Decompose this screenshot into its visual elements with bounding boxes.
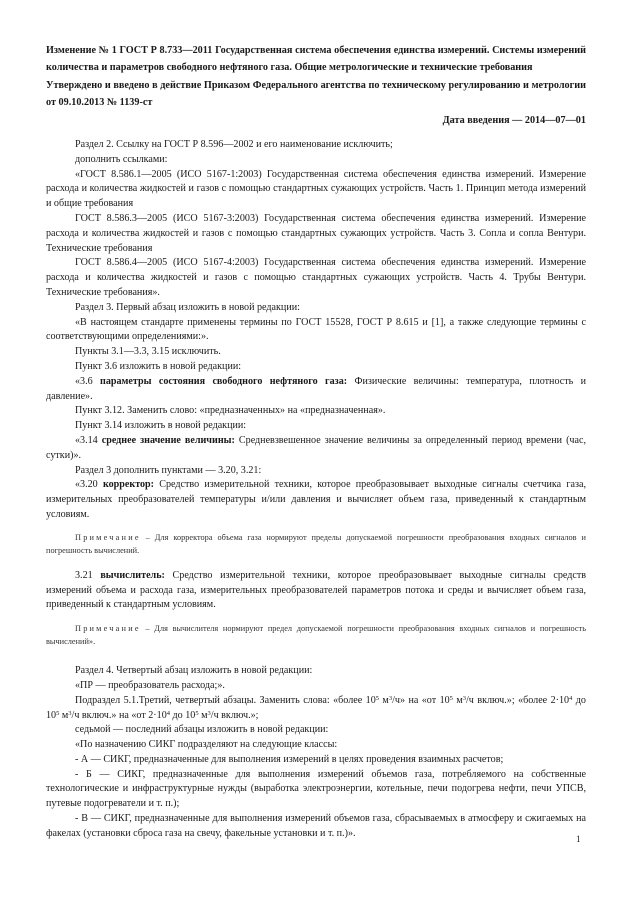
paragraph: Пункты 3.1—3.3, 3.15 исключить. [75,346,221,358]
note: Примечание – Для корректора объема газа нормируют пределы допускаемой погрешности преобразования входных сигналов и погрешность вычислений. [46,532,586,555]
term: корректор: [102,479,155,491]
paragraph: седьмой — последний абзацы изложить в новой редакции: [75,724,329,736]
list-item: - В — СИКГ, предназначенные для выполнения измерений объемов газа, сбрасываемых в атмосферу и сжигаемых на факелах (установки сброса газа на свечу, факельные установки и т. п.)». [46,813,586,839]
paragraph: «ГОСТ 8.586.1—2005 (ИСО 5167-1:2003) Государственная система обеспечения единства измерений. Измерение расхода и количества жидкостей и газов с помощью стандартных сужающих устройств. Часть 1. Принцип метода измерений и общие требования [46,168,586,210]
paragraph: Пункт 3.12. Заменить слово: «предназначенных» на «предназначенная». [75,405,386,417]
paragraph: Раздел 4. Четвертый абзац изложить в новой редакции: [75,665,313,677]
term-definition-3-14: «3.14 среднее значение величины: Средневзвешенное значение величины за определенный период времени (час, сутки)». [46,434,586,461]
term-definition-3-20: «3.20 корректор: Средство измерительной техники, которое преобразовывает выходные сигналы счетчика газа, измерительных преобразователей температуры и/или давления и вычисляет объем газа, приведенный к стандартным условиям. [46,479,586,520]
paragraph: «В настоящем стандарте применены термины по ГОСТ 15528, ГОСТ Р 8.615 и [1], а также следующие термины с соответствующими определениями:». [46,316,586,343]
paragraph: «ПР — преобразователь расхода;». [75,679,225,691]
paragraph: Раздел 3 дополнить пунктами — 3.20, 3.21: [75,464,262,476]
term-definition-3-21: 3.21 вычислитель: Средство измерительной техники, которое преобразовывает выходные сигналы средств измерений объема и расхода газа, измерительных преобразователей параметров потока и среды и вычисляет объем газа, приведенный к стандартным условиям. [46,569,587,611]
paragraph: ГОСТ 8.586.3—2005 (ИСО 5167-3:2003) Государственная система обеспечения единства измерений. Измерение расхода и количества жидкостей и газов с помощью стандартных сужающих устройств. Часть 3. Сопла и сопла Вентури. Технические требования [46,212,586,254]
document-page [46,42,586,842]
effective-date: Дата введения — 2014—07—01 [442,115,586,126]
paragraph: дополнить ссылками: [75,153,168,165]
paragraph: ГОСТ 8.586.4—2005 (ИСО 5167-4:2003) Государственная система обеспечения единства измерений. Измерение расхода и количества жидкостей и газов с помощью стандартных сужающих устройств. Часть 4. Трубы Вентури. Технические требования». [46,257,586,298]
paragraph: «По назначению СИКГ подразделяют на следующие классы: [75,739,338,751]
list-item: - Б — СИКГ, предназначенные для выполнения измерений объемов газа, потребляемого на собственные технологические и инфраструктурные нужды (выработка электроэнергии, котельные, печи подогрева нефти, печи УПСВ, путевые подогреватели и т. п.); [46,768,586,810]
paragraph: Раздел 2. Ссылку на ГОСТ Р 8.596—2002 и его наименование исключить; [75,139,393,150]
note: Примечание – Для вычислителя нормируют предел допускаемой погрешности преобразования входных сигналов и погрешность вычислений». [46,624,586,647]
paragraph: Подраздел 5.1.Третий, четвертый абзацы. Заменить слова: «более $10^5$ $м^3/ч$» на «от $10^5$ $м^3/ч$ включ.»; «более $2\cdot 10^4$ до $10^5$ $м^3/ч$ включ.» на «от $2\cdot 10^4$ до $10^5$ $м^3/ч$ включ.»; [46,694,586,721]
term: среднее значение величины: [101,434,235,446]
term: вычислитель: [100,569,165,581]
paragraph: Пункт 3.6 изложить в новой редакции: [75,360,242,372]
approval-statement: Утверждено и введено в действие Приказом Федерального агентства по техническому регулированию и метрологии от 09.10.2013 № 1139-ст [46,80,586,108]
paragraph: Раздел 3. Первый абзац изложить в новой редакции: [75,301,300,313]
term-definition-3-6: «3.6 параметры состояния свободного нефтяного газа: Физические величины: температура, плотность и давление». [46,375,586,402]
page-number: 1 [576,834,581,844]
paragraph: Пункт 3.14 изложить в новой редакции: [75,420,247,432]
amendment-title: Изменение № 1 ГОСТ Р 8.733—2011 Государственная система обеспечения единства измерений. Системы измерений количества и параметров свободного нефтяного газа. Общие метрологические и технические требования [46,45,586,73]
term: параметры состояния свободного нефтяного газа: [100,375,348,387]
list-item: - А — СИКГ, предназначенные для выполнения измерений в целях проведения взаимных расчетов; [75,753,504,765]
